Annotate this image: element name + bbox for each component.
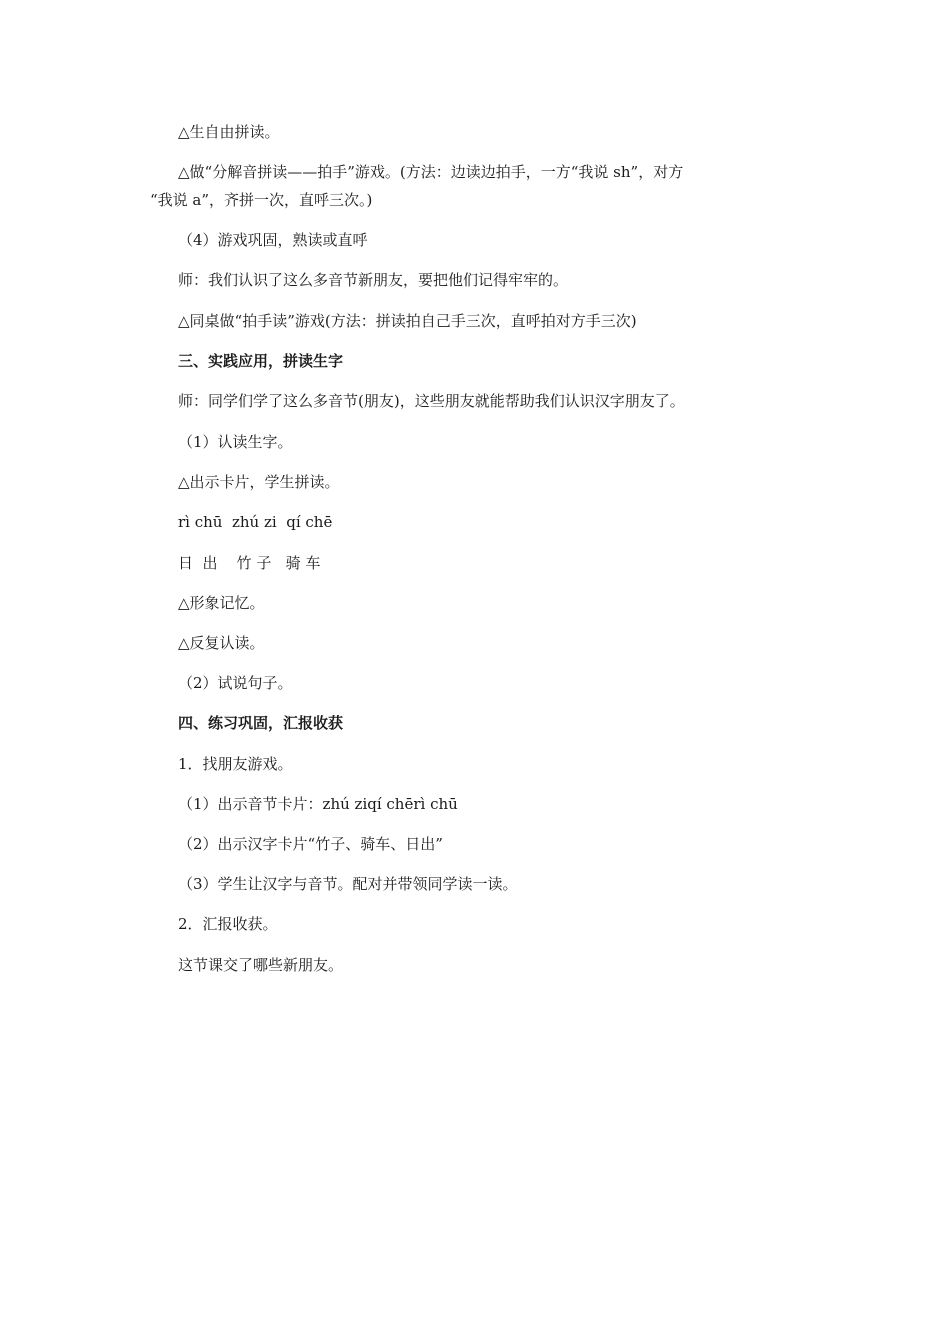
text-line: △形象记忆。 xyxy=(178,594,265,612)
text-line: （2）出示汉字卡片“竹子、骑车、日出” xyxy=(178,835,443,853)
text-line: △生自由拼读。 xyxy=(178,123,280,141)
text-line: 2．汇报收获。 xyxy=(178,915,278,933)
text-line: △同桌做“拍手读”游戏(方法：拼读拍自己手三次，直呼拍对方手三次) xyxy=(178,312,637,330)
hanzi-line: 日 出 竹 子 骑 车 xyxy=(178,554,321,572)
text-line: （1）出示音节卡片：zhú ziqí chērì chū xyxy=(178,795,458,813)
text-line: （4）游戏巩固，熟读或直呼 xyxy=(178,231,368,249)
section-heading: 三、实践应用，拼读生字 xyxy=(178,352,344,370)
text-line: △出示卡片，学生拼读。 xyxy=(178,473,340,491)
section-heading: 四、练习巩固，汇报收获 xyxy=(178,714,344,732)
text-line: （2）试说句子。 xyxy=(178,674,293,692)
pinyin-line: rì chū zhú zi qí chē xyxy=(178,513,333,531)
text-line: 师：同学们学了这么多音节(朋友)，这些朋友就能帮助我们认识汉字朋友了。 xyxy=(178,392,685,410)
text-line: △做“分解音拼读——拍手”游戏。(方法：边读边拍手，一方“我说 sh”，对方 xyxy=(178,163,684,181)
text-line: 师：我们认识了这么多音节新朋友，要把他们记得牢牢的。 xyxy=(178,271,569,289)
text-line: （3）学生让汉字与音节。配对并带领同学读一读。 xyxy=(178,875,518,893)
text-line: △反复认读。 xyxy=(178,634,265,652)
text-line: 这节课交了哪些新朋友。 xyxy=(178,956,344,974)
text-line: （1）认读生字。 xyxy=(178,433,293,451)
text-line: “我说 a”，齐拼一次，直呼三次。) xyxy=(150,191,373,209)
text-line: 1．找朋友游戏。 xyxy=(178,755,293,773)
